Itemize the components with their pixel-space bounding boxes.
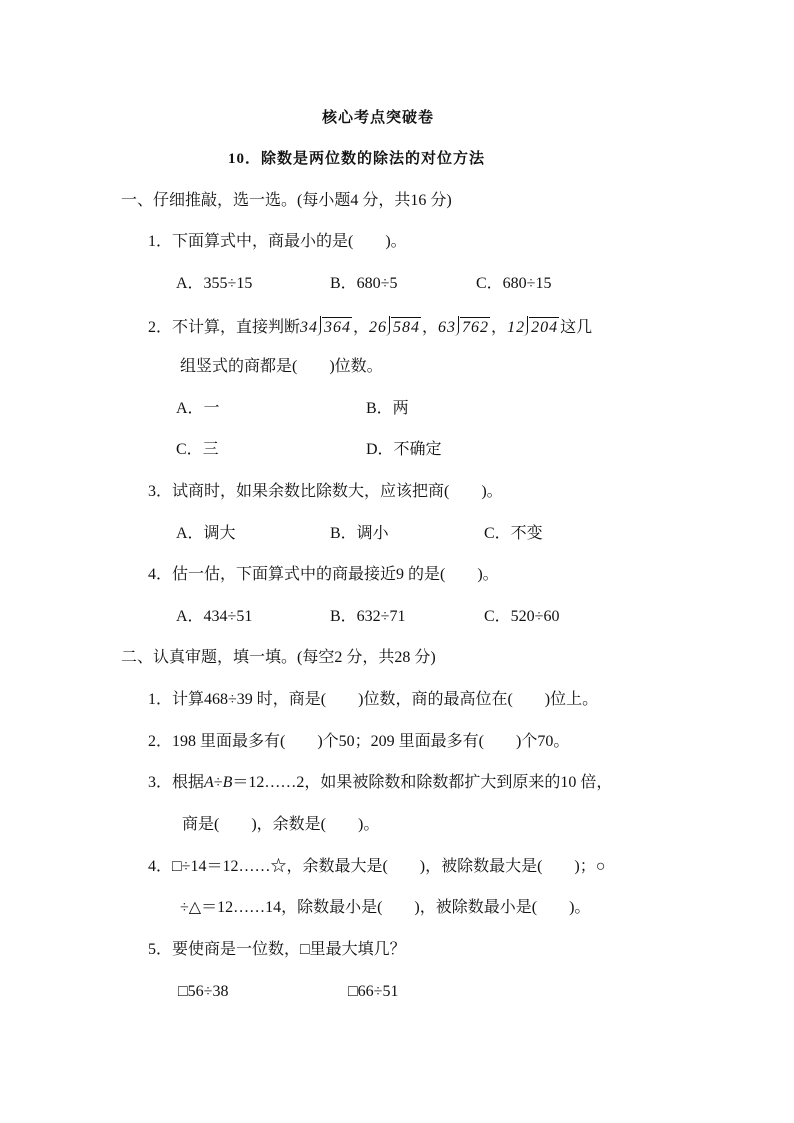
s1-q4-option-b[interactable]: B．632÷71 xyxy=(330,608,406,625)
long-division-4 xyxy=(526,317,559,338)
division-4-divisor: 12 xyxy=(507,319,526,336)
separator-2: ， xyxy=(422,319,439,336)
s2-q4-line2: ÷△＝12……14，除数最小是( )，被除数最小是( )。 xyxy=(180,899,591,916)
variable-b: B xyxy=(222,774,233,791)
s1-q2-stem-line1 xyxy=(148,317,592,338)
main-title: 核心考点突破卷 xyxy=(322,110,435,126)
section1-heading: 一、仔细推敲，选一选。(每小题4 分，共16 分) xyxy=(121,192,452,209)
s1-q1-option-b[interactable]: B．680÷5 xyxy=(330,275,398,292)
variable-a: A xyxy=(204,774,214,791)
s1-q1-option-c[interactable]: C．680÷15 xyxy=(476,275,552,292)
s1-q2-suffix: 这几 xyxy=(560,319,593,336)
long-division-1 xyxy=(319,317,352,338)
s1-q1-option-a[interactable]: A．355÷15 xyxy=(176,275,253,292)
divide-sign: ÷ xyxy=(213,774,223,791)
s1-q2-prefix: 2．不计算，直接判断 xyxy=(148,319,301,336)
s2-q4-line1: 4．□÷14＝12……☆，余数最大是( )，被除数最大是( )；○ xyxy=(148,858,606,875)
division-4-dividend: 204 xyxy=(531,319,559,336)
s2-q3-line1 xyxy=(148,773,612,793)
s2-q1: 1．计算468÷39 时，商是( )位数，商的最高位在( )位上。 xyxy=(148,691,599,708)
s2-q5-item-b: □66÷51 xyxy=(348,983,399,1000)
division-1-divisor: 34 xyxy=(300,319,319,336)
s1-q4-stem: 4．估一估，下面算式中的商最接近9 的是( )。 xyxy=(148,566,499,583)
s1-q2-stem-line2: 组竖式的商都是( )位数。 xyxy=(180,358,383,375)
s1-q2-option-c[interactable]: C．三 xyxy=(176,441,219,458)
long-division-3 xyxy=(457,317,490,338)
division-2-divisor: 26 xyxy=(369,319,388,336)
s1-q2-option-b[interactable]: B．两 xyxy=(366,400,409,417)
s1-q2-option-a[interactable]: A．一 xyxy=(176,400,220,417)
division-3-divisor: 63 xyxy=(438,319,457,336)
section2-heading: 二、认真审题，填一填。(每空2 分，共28 分) xyxy=(121,649,436,666)
separator-3: ， xyxy=(491,319,508,336)
s2-q3-suffix: ＝12……2，如果被除数和除数都扩大到原来的10 倍， xyxy=(232,774,613,791)
s1-q4-option-a[interactable]: A．434÷51 xyxy=(176,608,253,625)
s1-q1-stem: 1．下面算式中，商最小的是( )。 xyxy=(148,233,407,250)
division-1-dividend: 364 xyxy=(324,319,352,336)
s1-q4-option-c[interactable]: C．520÷60 xyxy=(484,608,560,625)
s1-q3-option-c[interactable]: C．不变 xyxy=(484,525,543,542)
division-2-dividend: 584 xyxy=(393,319,421,336)
s2-q5-stem: 5．要使商是一位数，□里最大填几？ xyxy=(148,941,406,958)
division-3-dividend: 762 xyxy=(462,319,490,336)
subtitle: 10．除数是两位数的除法的对位方法 xyxy=(228,151,486,167)
s1-q3-option-a[interactable]: A．调大 xyxy=(176,525,236,542)
separator-1: ， xyxy=(353,319,370,336)
s2-q3-line2: 商是( )，余数是( )。 xyxy=(182,816,380,833)
s1-q3-option-b[interactable]: B．调小 xyxy=(330,525,389,542)
s2-q2: 2．198 里面最多有( )个50；209 里面最多有( )个70。 xyxy=(148,733,570,750)
s2-q5-item-a: □56÷38 xyxy=(178,983,229,1000)
long-division-2 xyxy=(388,317,421,338)
s1-q2-option-d[interactable]: D．不确定 xyxy=(366,441,442,458)
s2-q3-prefix: 3．根据 xyxy=(148,774,205,791)
s1-q3-stem: 3．试商时，如果余数比除数大，应该把商( )。 xyxy=(148,483,503,500)
